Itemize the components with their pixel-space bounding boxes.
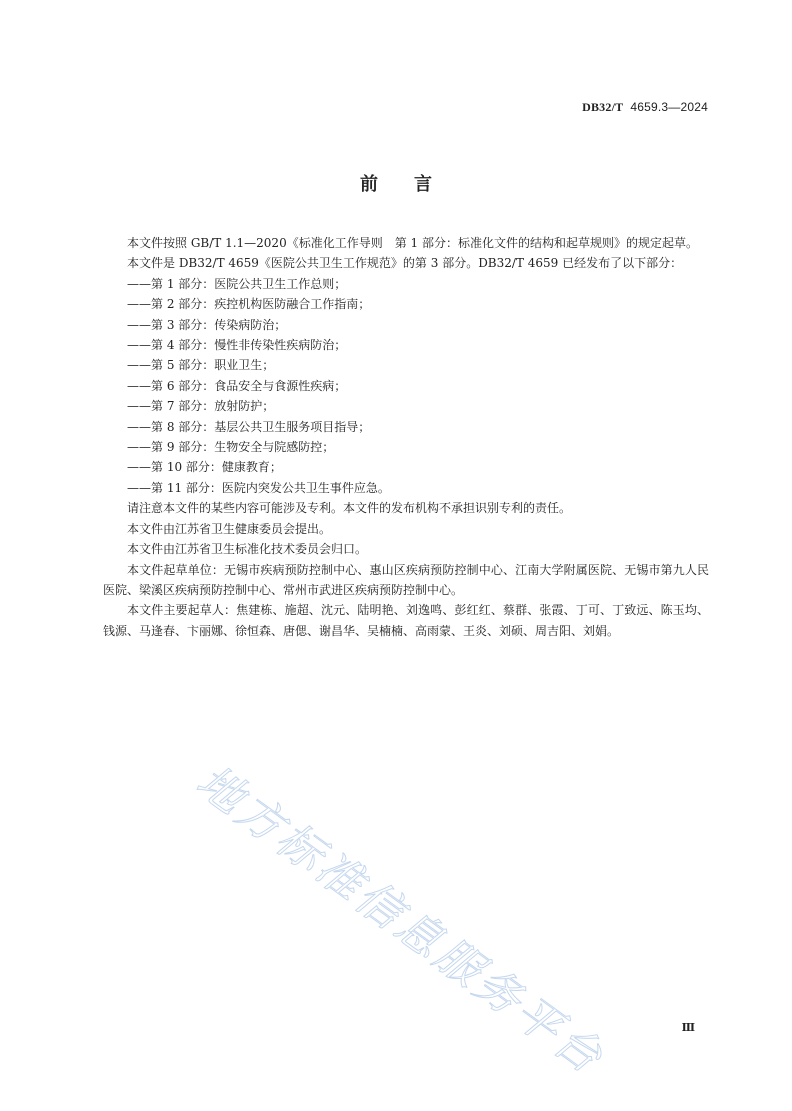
list-item: ——第 9 部分：生物安全与院感防控； [127,440,335,455]
list-item: ——第 1 部分：医院公共卫生工作总则； [127,276,347,291]
document-code [582,100,708,115]
main-drafters: 本文件主要起草人：焦建栋、施超、沈元、陆明艳、刘逸鸣、彭红红、蔡群、张霞、丁可、丁致远、陈玉均、钱源、马逢春、卞丽娜、徐恒森、唐偲、谢昌华、吴楠楠、高雨蒙、王炎、刘硕、周吉阳、刘娟。 [103,603,709,638]
centralized-by: 本文件由江苏省卫生标准化技术委员会归口。 [127,542,368,557]
preface-body [103,233,709,641]
list-item: ——第 4 部分：慢性非传染性疾病防治； [127,338,347,353]
list-item: ——第 2 部分：疾控机构医防融合工作指南； [127,297,371,312]
page-number: Ⅲ [681,1022,695,1034]
list-item: ——第 8 部分：基层公共卫生服务项目指导； [127,419,371,434]
list-item: ——第 11 部分：医院内突发公共卫生事件应急。 [127,480,390,495]
page-title: 前言 [360,174,468,195]
parts-list [103,274,709,498]
drafting-units: 本文件起草单位：无锡市疾病预防控制中心、惠山区疾病预防控制中心、江南大学附属医院、无锡市第九人民医院、梁溪区疾病预防控制中心、常州市武进区疾病预防控制中心。 [103,562,709,597]
document-code-number: 4659.3—2024 [630,100,708,114]
proposed-by: 本文件由江苏省卫生健康委员会提出。 [127,521,332,536]
watermark: 地方标准信息服务平台 [187,754,615,1086]
list-item: ——第 3 部分：传染病防治； [127,317,287,332]
document-code-prefix: DB32/T [582,100,624,114]
list-item: ——第 6 部分：食品安全与食源性疾病； [127,378,347,393]
series-paragraph: 本文件是 DB32/T 4659《医院公共卫生工作规范》的第 3 部分。DB32/T 4659 已经发布了以下部分： [127,256,683,271]
patent-notice: 请注意本文件的某些内容可能涉及专利。本文件的发布机构不承担识别专利的责任。 [127,501,572,516]
list-item: ——第 7 部分：放射防护； [127,399,275,414]
list-item: ——第 10 部分：健康教育； [127,460,282,475]
drafting-rule-paragraph: 本文件按照 GB/T 1.1—2020《标准化工作导则 第 1 部分：标准化文件的结构和起草规则》的规定起草。 [127,236,698,250]
list-item: ——第 5 部分：职业卫生； [127,358,275,373]
